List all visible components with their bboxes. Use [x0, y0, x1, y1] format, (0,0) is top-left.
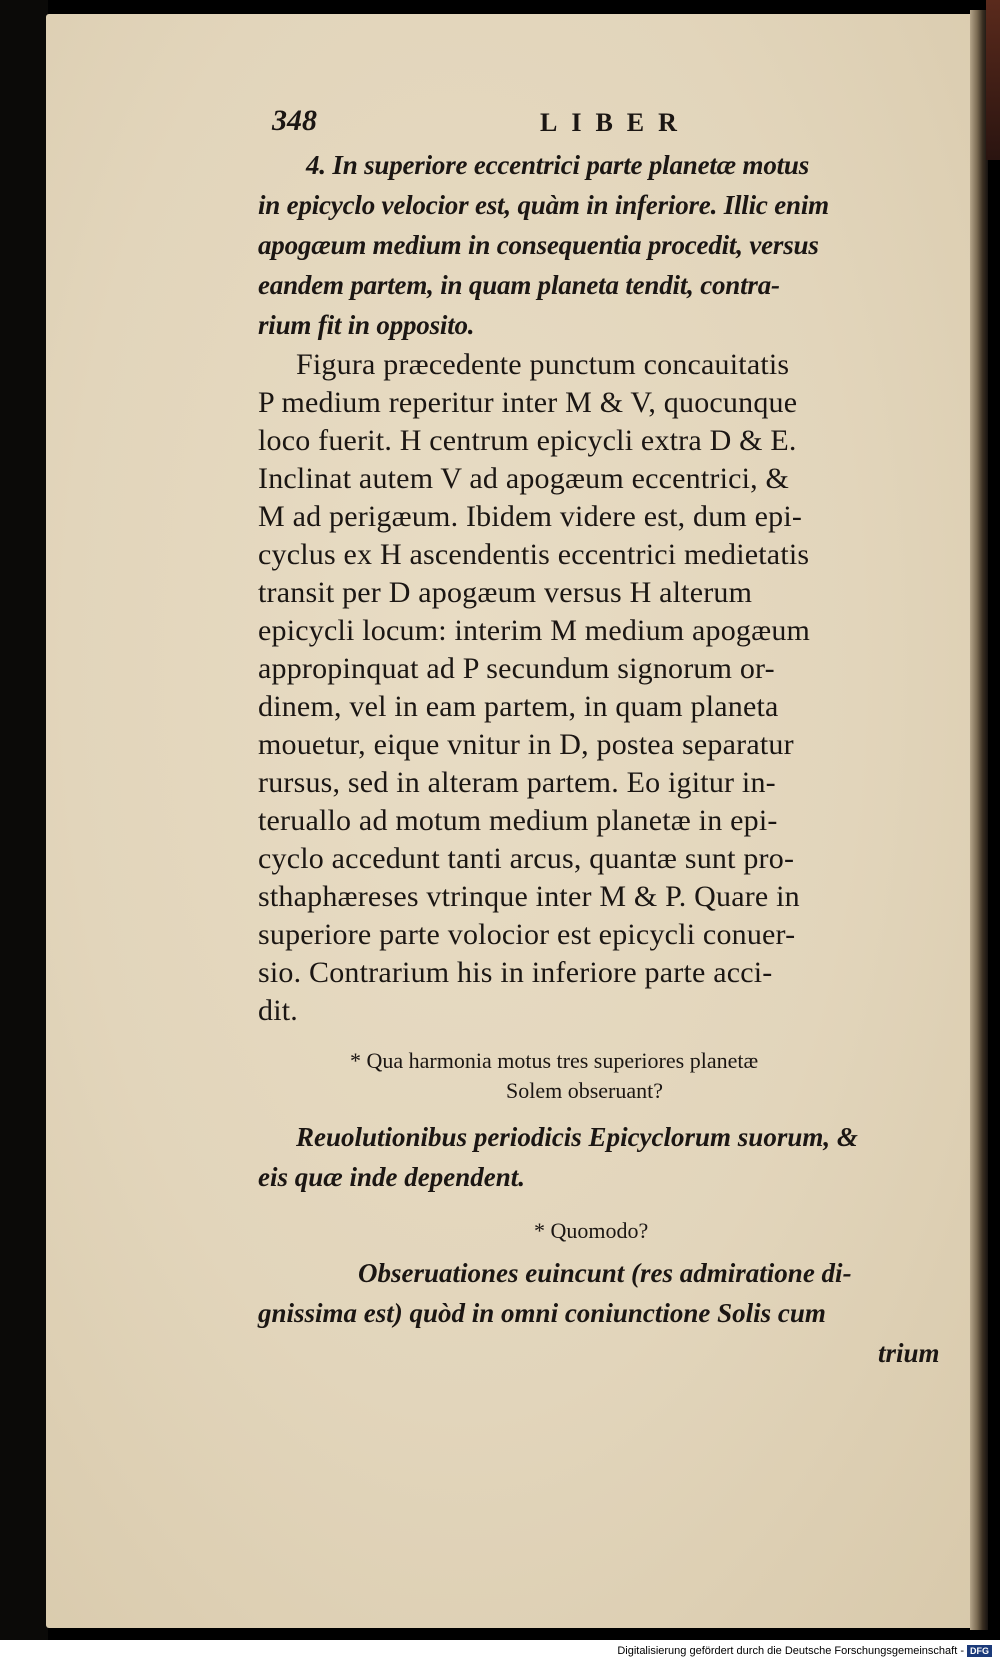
- body-line: Inclinat autem V ad apogæum eccentrici, &: [258, 462, 790, 495]
- body-line: rursus, sed in alteram partem. Eo igitur in-: [258, 766, 776, 799]
- page-number: 348: [272, 104, 317, 137]
- body-line: teruallo ad motum medium planetæ in epi-: [258, 804, 778, 837]
- question-line: * Quomodo?: [534, 1218, 649, 1243]
- running-head: LIBER: [540, 108, 691, 137]
- body-line: sio. Contrarium his in inferiore parte acci-: [258, 956, 773, 989]
- body-line: cyclo accedunt tanti arcus, quantæ sunt pro-: [258, 842, 795, 875]
- catchword: trium: [878, 1338, 940, 1368]
- body-line: superiore parte volocior est epicycli conuer-: [258, 918, 796, 951]
- page-edge: [970, 10, 988, 1630]
- proposition-line: eandem partem, in quam planeta tendit, contra-: [258, 270, 780, 300]
- credit-text: Digitalisierung gefördert durch die Deutsche Forschungsgemeinschaft -: [617, 1645, 964, 1657]
- proposition-line: apogæum medium in consequentia procedit, versus: [258, 230, 819, 260]
- body-line: P medium reperitur inter M & V, quocunque: [258, 386, 798, 419]
- body-line: cyclus ex H ascendentis eccentrici medietatis: [258, 538, 810, 571]
- question-line: * Qua harmonia motus tres superiores planetæ: [350, 1048, 759, 1073]
- question-line: Solem obseruant?: [506, 1078, 664, 1103]
- left-margin-shadow: [0, 0, 48, 1640]
- body-line: mouetur, eique vnitur in D, postea separatur: [258, 728, 794, 761]
- body-line: dit.: [258, 994, 298, 1027]
- digitization-credit: [617, 1645, 992, 1657]
- answer-line: eis quæ inde dependent.: [258, 1162, 525, 1192]
- proposition-line: rium fit in opposito.: [258, 310, 475, 340]
- answer-line: Obseruationes euincunt (res admiratione di-: [358, 1258, 852, 1288]
- body-line: sthaphæreses vtrinque inter M & P. Quare in: [258, 880, 800, 913]
- binding-edge: [986, 0, 1000, 160]
- body-line: appropinquat ad P secundum signorum or-: [258, 652, 775, 685]
- proposition-line: in epicyclo velocior est, quàm in inferiore. Illic enim: [258, 190, 829, 220]
- body-line: M ad perigæum. Ibidem videre est, dum epi-: [258, 500, 803, 533]
- body-line: transit per D apogæum versus H alterum: [258, 576, 753, 609]
- body-line: loco fuerit. H centrum epicycli extra D & E.: [258, 424, 797, 457]
- body-line: epicycli locum: interim M medium apogæum: [258, 614, 811, 647]
- answer-line: Reuolutionibus periodicis Epicyclorum suorum, &: [296, 1122, 858, 1152]
- proposition-line: 4. In superiore eccentrici parte planetæ motus: [306, 150, 810, 180]
- body-line: dinem, vel in eam partem, in quam planeta: [258, 690, 779, 723]
- dfg-logo: DFG: [967, 1645, 992, 1657]
- body-line: Figura præcedente punctum concauitatis: [296, 348, 790, 381]
- answer-line: gnissima est) quòd in omni coniunctione Solis cum: [258, 1298, 826, 1328]
